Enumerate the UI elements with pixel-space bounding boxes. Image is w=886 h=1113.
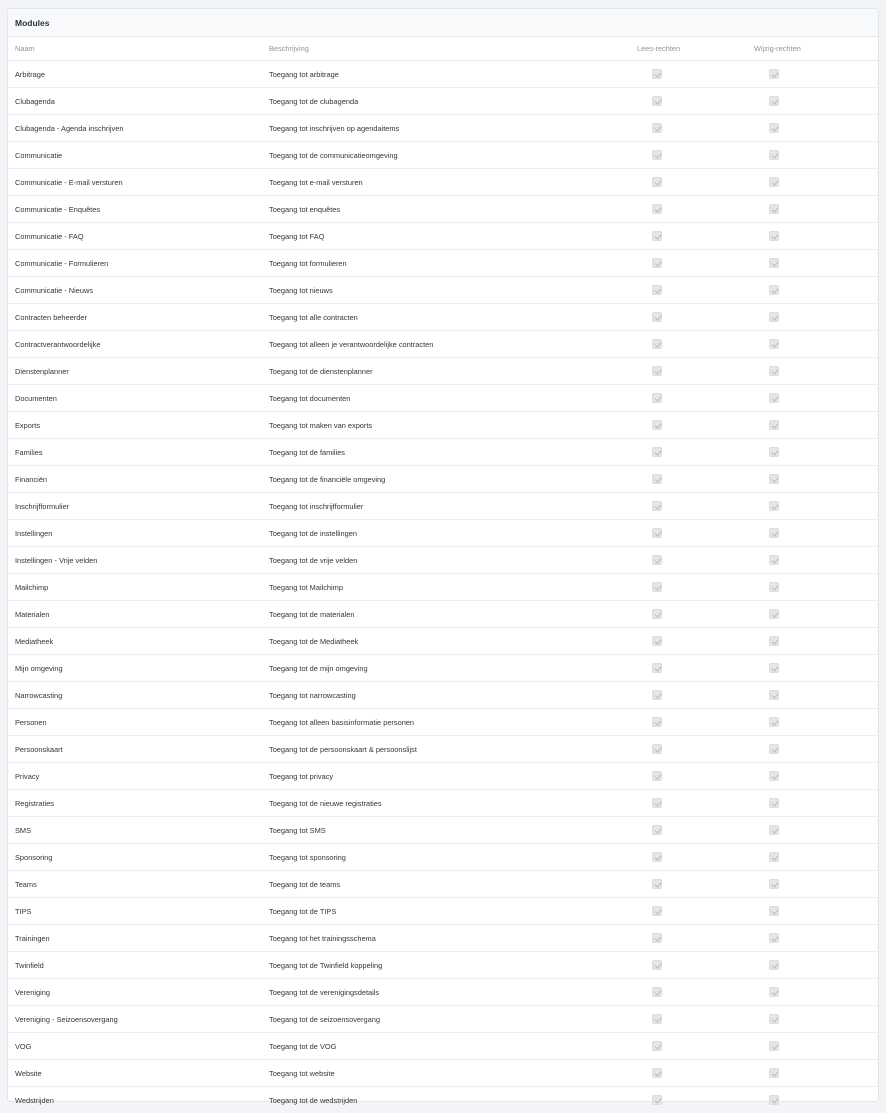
read-permission-checkbox[interactable] — [652, 933, 662, 943]
read-permission-cell — [629, 61, 746, 88]
read-permission-cell — [629, 574, 746, 601]
write-permission-checkbox[interactable] — [769, 663, 779, 673]
modules-card — [7, 8, 879, 1102]
module-description: Toegang tot de teams — [262, 871, 629, 898]
read-permission-checkbox[interactable] — [652, 906, 662, 916]
module-name: Website — [8, 1060, 262, 1087]
read-permission-checkbox[interactable] — [652, 150, 662, 160]
write-permission-cell — [746, 1087, 880, 1113]
read-permission-cell — [629, 925, 746, 952]
read-permission-checkbox[interactable] — [652, 258, 662, 268]
write-permission-cell — [746, 223, 880, 250]
table-row — [8, 277, 880, 304]
read-permission-cell — [629, 601, 746, 628]
read-permission-cell — [629, 1033, 746, 1060]
write-permission-cell — [746, 88, 880, 115]
read-permission-checkbox[interactable] — [652, 339, 662, 349]
write-permission-cell — [746, 169, 880, 196]
write-permission-checkbox[interactable] — [769, 231, 779, 241]
module-description: Toegang tot alleen je verantwoordelijke contracten — [262, 331, 629, 358]
write-permission-checkbox[interactable] — [769, 447, 779, 457]
read-permission-cell — [629, 385, 746, 412]
module-name: Communicatie - Enquêtes — [8, 196, 262, 223]
write-permission-checkbox[interactable] — [769, 852, 779, 862]
read-permission-cell — [629, 331, 746, 358]
module-description: Toegang tot e-mail versturen — [262, 169, 629, 196]
write-permission-cell — [746, 925, 880, 952]
write-permission-cell — [746, 952, 880, 979]
read-permission-cell — [629, 169, 746, 196]
write-permission-cell — [746, 304, 880, 331]
module-name: Documenten — [8, 385, 262, 412]
write-permission-cell — [746, 358, 880, 385]
write-permission-cell — [746, 601, 880, 628]
read-permission-checkbox[interactable] — [652, 366, 662, 376]
write-permission-cell — [746, 115, 880, 142]
write-permission-cell — [746, 898, 880, 925]
table-row — [8, 169, 880, 196]
read-permission-cell — [629, 520, 746, 547]
write-permission-cell — [746, 709, 880, 736]
module-description: Toegang tot de seizoensovergang — [262, 1006, 629, 1033]
read-permission-cell — [629, 547, 746, 574]
read-permission-cell — [629, 88, 746, 115]
write-permission-cell — [746, 1060, 880, 1087]
module-name: Mailchimp — [8, 574, 262, 601]
read-permission-checkbox[interactable] — [652, 636, 662, 646]
table-row — [8, 439, 880, 466]
table-row — [8, 979, 880, 1006]
write-permission-checkbox[interactable] — [769, 987, 779, 997]
read-permission-cell — [629, 952, 746, 979]
module-description: Toegang tot de nieuwe registraties — [262, 790, 629, 817]
read-permission-checkbox[interactable] — [652, 771, 662, 781]
module-description: Toegang tot de verenigingsdetails — [262, 979, 629, 1006]
module-description: Toegang tot de TIPS — [262, 898, 629, 925]
module-description: Toegang tot de families — [262, 439, 629, 466]
column-header-beschrijving: Beschrijving — [262, 37, 629, 61]
write-permission-cell — [746, 385, 880, 412]
write-permission-checkbox[interactable] — [769, 879, 779, 889]
module-description: Toegang tot maken van exports — [262, 412, 629, 439]
write-permission-cell — [746, 466, 880, 493]
module-description: Toegang tot de wedstrijden — [262, 1087, 629, 1113]
column-header-wijzig-rechten: Wijzig-rechten — [746, 37, 880, 61]
read-permission-checkbox[interactable] — [652, 231, 662, 241]
write-permission-checkbox[interactable] — [769, 420, 779, 430]
write-permission-cell — [746, 979, 880, 1006]
read-permission-checkbox[interactable] — [652, 96, 662, 106]
module-description: Toegang tot de communicatieomgeving — [262, 142, 629, 169]
write-permission-cell — [746, 844, 880, 871]
table-row — [8, 250, 880, 277]
module-description: Toegang tot arbitrage — [262, 61, 629, 88]
write-permission-checkbox[interactable] — [769, 528, 779, 538]
module-description: Toegang tot de vrije velden — [262, 547, 629, 574]
write-permission-cell — [746, 871, 880, 898]
module-name: Inschrijfformulier — [8, 493, 262, 520]
write-permission-checkbox[interactable] — [769, 690, 779, 700]
module-description: Toegang tot de persoonskaart & persoonslijst — [262, 736, 629, 763]
table-row — [8, 61, 880, 88]
module-name: TIPS — [8, 898, 262, 925]
table-row — [8, 736, 880, 763]
table-row — [8, 385, 880, 412]
module-name: Arbitrage — [8, 61, 262, 88]
read-permission-checkbox[interactable] — [652, 393, 662, 403]
module-description: Toegang tot het trainingsschema — [262, 925, 629, 952]
module-description: Toegang tot alle contracten — [262, 304, 629, 331]
table-row — [8, 412, 880, 439]
module-name: Sponsoring — [8, 844, 262, 871]
write-permission-cell — [746, 547, 880, 574]
write-permission-cell — [746, 277, 880, 304]
read-permission-cell — [629, 1060, 746, 1087]
read-permission-checkbox[interactable] — [652, 852, 662, 862]
read-permission-checkbox[interactable] — [652, 474, 662, 484]
read-permission-cell — [629, 763, 746, 790]
module-name: Mijn omgeving — [8, 655, 262, 682]
write-permission-checkbox[interactable] — [769, 366, 779, 376]
module-name: Contractverantwoordelijke — [8, 331, 262, 358]
read-permission-checkbox[interactable] — [652, 312, 662, 322]
table-row — [8, 1087, 880, 1113]
module-description: Toegang tot narrowcasting — [262, 682, 629, 709]
read-permission-cell — [629, 142, 746, 169]
write-permission-cell — [746, 412, 880, 439]
write-permission-cell — [746, 763, 880, 790]
module-name: Families — [8, 439, 262, 466]
module-description: Toegang tot website — [262, 1060, 629, 1087]
write-permission-cell — [746, 655, 880, 682]
write-permission-checkbox[interactable] — [769, 906, 779, 916]
write-permission-checkbox[interactable] — [769, 636, 779, 646]
module-name: Dienstenplanner — [8, 358, 262, 385]
table-row — [8, 358, 880, 385]
read-permission-cell — [629, 736, 746, 763]
read-permission-checkbox[interactable] — [652, 447, 662, 457]
module-name: Instellingen - Vrije velden — [8, 547, 262, 574]
read-permission-checkbox[interactable] — [652, 69, 662, 79]
read-permission-cell — [629, 844, 746, 871]
write-permission-cell — [746, 142, 880, 169]
module-name: Communicatie - Nieuws — [8, 277, 262, 304]
write-permission-cell — [746, 736, 880, 763]
read-permission-cell — [629, 439, 746, 466]
read-permission-checkbox[interactable] — [652, 1041, 662, 1051]
read-permission-checkbox[interactable] — [652, 663, 662, 673]
write-permission-checkbox[interactable] — [769, 204, 779, 214]
read-permission-cell — [629, 412, 746, 439]
read-permission-cell — [629, 1006, 746, 1033]
module-description: Toegang tot inschrijfformulier — [262, 493, 629, 520]
table-row — [8, 898, 880, 925]
module-name: Trainingen — [8, 925, 262, 952]
module-name: Persoonskaart — [8, 736, 262, 763]
write-permission-checkbox[interactable] — [769, 393, 779, 403]
write-permission-checkbox[interactable] — [769, 609, 779, 619]
write-permission-checkbox[interactable] — [769, 582, 779, 592]
module-description: Toegang tot inschrijven op agendaitems — [262, 115, 629, 142]
table-row — [8, 331, 880, 358]
write-permission-checkbox[interactable] — [769, 177, 779, 187]
module-name: Narrowcasting — [8, 682, 262, 709]
read-permission-cell — [629, 115, 746, 142]
module-description: Toegang tot de Mediatheek — [262, 628, 629, 655]
write-permission-cell — [746, 493, 880, 520]
write-permission-checkbox[interactable] — [769, 150, 779, 160]
read-permission-cell — [629, 466, 746, 493]
module-description: Toegang tot de mijn omgeving — [262, 655, 629, 682]
read-permission-checkbox[interactable] — [652, 960, 662, 970]
write-permission-cell — [746, 817, 880, 844]
table-row — [8, 88, 880, 115]
write-permission-cell — [746, 628, 880, 655]
module-name: VOG — [8, 1033, 262, 1060]
card-title: Modules — [8, 9, 878, 37]
write-permission-checkbox[interactable] — [769, 123, 779, 133]
write-permission-cell — [746, 574, 880, 601]
write-permission-cell — [746, 331, 880, 358]
table-row — [8, 790, 880, 817]
read-permission-checkbox[interactable] — [652, 717, 662, 727]
read-permission-cell — [629, 682, 746, 709]
module-name: Instellingen — [8, 520, 262, 547]
read-permission-checkbox[interactable] — [652, 690, 662, 700]
table-row — [8, 520, 880, 547]
write-permission-cell — [746, 790, 880, 817]
read-permission-checkbox[interactable] — [652, 987, 662, 997]
read-permission-cell — [629, 979, 746, 1006]
read-permission-cell — [629, 655, 746, 682]
module-name: Communicatie - Formulieren — [8, 250, 262, 277]
table-row — [8, 1006, 880, 1033]
write-permission-checkbox[interactable] — [769, 1095, 779, 1105]
read-permission-cell — [629, 790, 746, 817]
read-permission-cell — [629, 709, 746, 736]
table-row — [8, 142, 880, 169]
read-permission-cell — [629, 223, 746, 250]
module-description: Toegang tot de Twinfield koppeling — [262, 952, 629, 979]
module-description: Toegang tot alleen basisinformatie personen — [262, 709, 629, 736]
module-name: Vereniging - Seizoensovergang — [8, 1006, 262, 1033]
read-permission-checkbox[interactable] — [652, 501, 662, 511]
module-description: Toegang tot privacy — [262, 763, 629, 790]
write-permission-checkbox[interactable] — [769, 474, 779, 484]
module-description: Toegang tot enquêtes — [262, 196, 629, 223]
table-header-row — [8, 37, 880, 61]
write-permission-cell — [746, 1006, 880, 1033]
write-permission-cell — [746, 682, 880, 709]
read-permission-checkbox[interactable] — [652, 744, 662, 754]
module-name: Contracten beheerder — [8, 304, 262, 331]
write-permission-checkbox[interactable] — [769, 96, 779, 106]
module-description: Toegang tot de instellingen — [262, 520, 629, 547]
modules-table — [8, 37, 880, 1113]
read-permission-cell — [629, 358, 746, 385]
read-permission-checkbox[interactable] — [652, 555, 662, 565]
write-permission-cell — [746, 196, 880, 223]
write-permission-checkbox[interactable] — [769, 555, 779, 565]
module-name: Financiën — [8, 466, 262, 493]
module-description: Toegang tot Mailchimp — [262, 574, 629, 601]
write-permission-cell — [746, 61, 880, 88]
module-description: Toegang tot nieuws — [262, 277, 629, 304]
read-permission-checkbox[interactable] — [652, 1014, 662, 1024]
module-name: Teams — [8, 871, 262, 898]
table-row — [8, 871, 880, 898]
read-permission-cell — [629, 898, 746, 925]
module-description: Toegang tot de materialen — [262, 601, 629, 628]
read-permission-checkbox[interactable] — [652, 123, 662, 133]
read-permission-checkbox[interactable] — [652, 204, 662, 214]
module-description: Toegang tot formulieren — [262, 250, 629, 277]
module-name: Wedstrijden — [8, 1087, 262, 1113]
column-header-naam: Naam — [8, 37, 262, 61]
write-permission-checkbox[interactable] — [769, 312, 779, 322]
module-name: Materialen — [8, 601, 262, 628]
table-row — [8, 763, 880, 790]
table-row — [8, 115, 880, 142]
module-name: Communicatie - FAQ — [8, 223, 262, 250]
write-permission-cell — [746, 1033, 880, 1060]
table-row — [8, 817, 880, 844]
table-row — [8, 1060, 880, 1087]
module-name: Personen — [8, 709, 262, 736]
write-permission-checkbox[interactable] — [769, 285, 779, 295]
write-permission-checkbox[interactable] — [769, 1041, 779, 1051]
read-permission-cell — [629, 628, 746, 655]
module-name: Exports — [8, 412, 262, 439]
table-row — [8, 466, 880, 493]
write-permission-cell — [746, 250, 880, 277]
write-permission-cell — [746, 520, 880, 547]
write-permission-checkbox[interactable] — [769, 1068, 779, 1078]
write-permission-checkbox[interactable] — [769, 744, 779, 754]
read-permission-cell — [629, 493, 746, 520]
read-permission-checkbox[interactable] — [652, 528, 662, 538]
write-permission-checkbox[interactable] — [769, 339, 779, 349]
module-name: Mediatheek — [8, 628, 262, 655]
table-row — [8, 628, 880, 655]
read-permission-cell — [629, 1087, 746, 1113]
write-permission-cell — [746, 439, 880, 466]
table-row — [8, 304, 880, 331]
read-permission-cell — [629, 304, 746, 331]
module-description: Toegang tot de clubagenda — [262, 88, 629, 115]
module-description: Toegang tot FAQ — [262, 223, 629, 250]
table-row — [8, 1033, 880, 1060]
write-permission-checkbox[interactable] — [769, 798, 779, 808]
column-header-lees-rechten: Lees-rechten — [629, 37, 746, 61]
module-description: Toegang tot de financiële omgeving — [262, 466, 629, 493]
write-permission-checkbox[interactable] — [769, 825, 779, 835]
table-row — [8, 655, 880, 682]
read-permission-cell — [629, 817, 746, 844]
write-permission-checkbox[interactable] — [769, 258, 779, 268]
module-name: Vereniging — [8, 979, 262, 1006]
module-name: SMS — [8, 817, 262, 844]
read-permission-checkbox[interactable] — [652, 582, 662, 592]
module-name: Twinfield — [8, 952, 262, 979]
table-row — [8, 574, 880, 601]
read-permission-checkbox[interactable] — [652, 1068, 662, 1078]
table-row — [8, 493, 880, 520]
read-permission-checkbox[interactable] — [652, 177, 662, 187]
module-description: Toegang tot sponsoring — [262, 844, 629, 871]
module-name: Clubagenda - Agenda inschrijven — [8, 115, 262, 142]
module-description: Toegang tot de dienstenplanner — [262, 358, 629, 385]
read-permission-checkbox[interactable] — [652, 285, 662, 295]
read-permission-checkbox[interactable] — [652, 420, 662, 430]
table-row — [8, 601, 880, 628]
table-body — [8, 61, 880, 1113]
read-permission-checkbox[interactable] — [652, 609, 662, 619]
write-permission-checkbox[interactable] — [769, 960, 779, 970]
table-row — [8, 682, 880, 709]
write-permission-checkbox[interactable] — [769, 1014, 779, 1024]
read-permission-checkbox[interactable] — [652, 798, 662, 808]
table-row — [8, 196, 880, 223]
table-row — [8, 709, 880, 736]
table-row — [8, 844, 880, 871]
module-description: Toegang tot documenten — [262, 385, 629, 412]
write-permission-checkbox[interactable] — [769, 771, 779, 781]
read-permission-cell — [629, 871, 746, 898]
read-permission-checkbox[interactable] — [652, 1095, 662, 1105]
table-row — [8, 952, 880, 979]
read-permission-checkbox[interactable] — [652, 825, 662, 835]
write-permission-checkbox[interactable] — [769, 501, 779, 511]
module-name: Communicatie - E-mail versturen — [8, 169, 262, 196]
table-row — [8, 547, 880, 574]
table-row — [8, 223, 880, 250]
read-permission-checkbox[interactable] — [652, 879, 662, 889]
read-permission-cell — [629, 196, 746, 223]
module-description: Toegang tot de VOG — [262, 1033, 629, 1060]
module-name: Privacy — [8, 763, 262, 790]
module-description: Toegang tot SMS — [262, 817, 629, 844]
module-name: Clubagenda — [8, 88, 262, 115]
module-name: Registraties — [8, 790, 262, 817]
read-permission-cell — [629, 250, 746, 277]
write-permission-checkbox[interactable] — [769, 717, 779, 727]
table-row — [8, 925, 880, 952]
module-name: Communicatie — [8, 142, 262, 169]
write-permission-checkbox[interactable] — [769, 69, 779, 79]
read-permission-cell — [629, 277, 746, 304]
write-permission-checkbox[interactable] — [769, 933, 779, 943]
